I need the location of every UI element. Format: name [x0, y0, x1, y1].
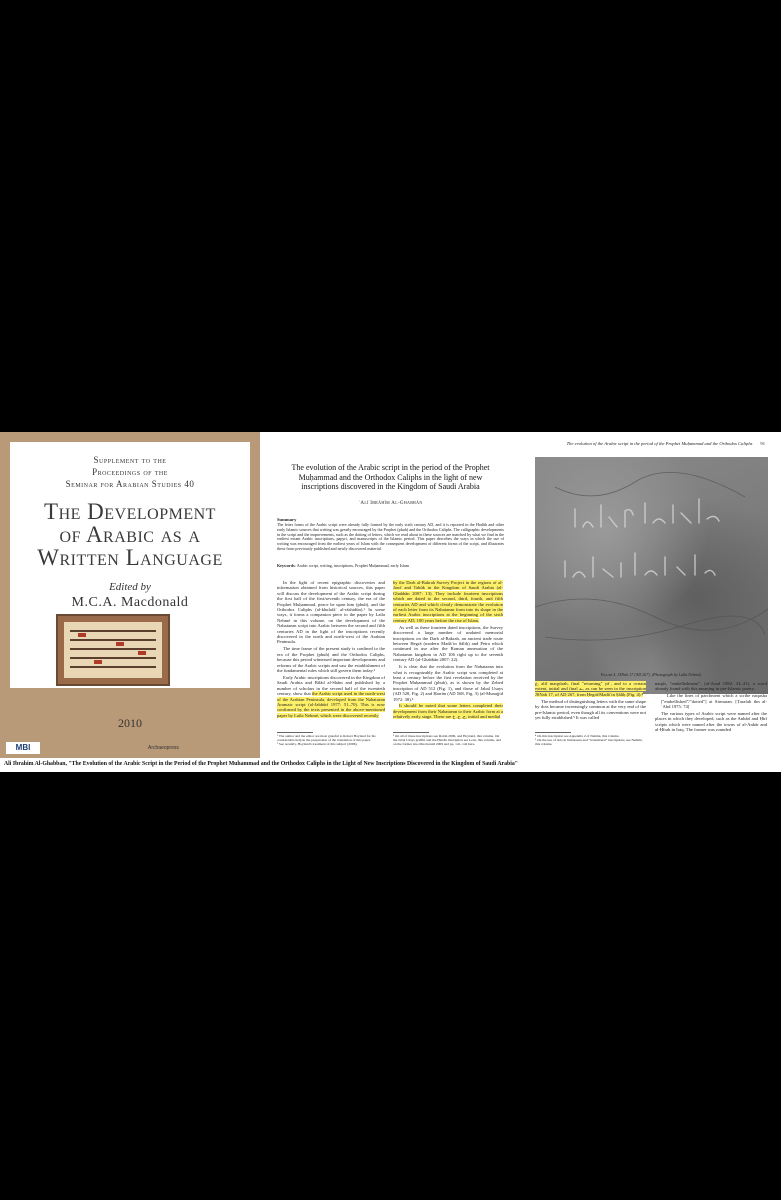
footnote: ⁴ On this inscription see Appendix 2 of Nehmé, this volume. [535, 734, 620, 738]
figure-label: Figure 4. [600, 672, 617, 677]
summary-heading: Summary [277, 517, 297, 522]
footnote-rule [277, 732, 313, 733]
keywords-label: Keywords [277, 563, 295, 568]
article-first-page [260, 432, 521, 758]
image-caption-bar [0, 758, 781, 772]
body-column-left [277, 580, 385, 720]
paragraph [535, 681, 646, 697]
paragraph: naqsh, "embellishment", (al-Asad 1982: 34–41), a word already found with this meaning in pre-Islamic poetry. [655, 681, 767, 692]
highlighted-text: It should be noted that some letters completed their development from their Nabataean to their Arabic form at a relatively early stage. These are ﺝ, ﺡ, ﺥ, initial and medial [393, 703, 503, 720]
article-author: ʿAlī Ibrāhīm Al-Ghabbān [358, 501, 423, 506]
book-title-line-1: The Development [44, 499, 216, 524]
summary-text: The letter forms of the Arabic script were already fully formed by the early sixth century AD, and it is reported in the Hadith and other early Islamic sources that writing was greatly encouraged by the Prophet (pbuh) and the Orthodox Caliphs. The calligraphic developments in the script and the improvements, such as the dotting of letters, which we read about in these sources are matched by what we find in the earliest extant Arabic inscriptions, papyri, and manuscripts of the Islamic period. This paper describes the ways in which the use of writing was encouraged from the earliest years of Islam with the consequent development of different forms of the script, and illustrates these from previously published and newly discovered material. [277, 522, 504, 551]
footnote: ¹ The author and the editor are most grateful to Robert Hoyland for his considerable help in the preparation of the translation of this paper. [277, 734, 376, 743]
footnote: ⁵ On the use of dots in Nabataean and "transitional" inscriptions, see Nehmé, this volume. [535, 738, 643, 747]
paragraph [393, 703, 503, 719]
inscription-photo [535, 457, 768, 694]
supplement-line-2: Proceedings of the [92, 467, 168, 477]
book-title-line-2: of Arabic as a [59, 522, 201, 547]
article-page-91 [521, 432, 781, 758]
figure-caption-text: JSNab 17 (AD 267). (Photograph by Laïla Nehmé). [617, 672, 703, 677]
image-caption: Ali Ibrahim Al-Ghabban, "The Evolution of the Arabic Script in the Period of the Prophet Muhammad and the Orthodox Caliphs in the Light of New Inscriptions Discovered in the Kingdom of Saudi Arabia" [4, 761, 518, 767]
running-header-text: The evolution of the Arabic script in the period of the Prophet Muḥammad and the Orthodox Caliphs [566, 441, 753, 446]
footnotes-left [277, 734, 385, 747]
book-title [10, 500, 250, 569]
body-column-left [535, 681, 646, 722]
paragraph: The method of distinguishing letters with the same shape by dots became increasingly common at the very end of the pre-Islamic period, even though all its conventions were not yet fully established.⁵ It was called [535, 698, 646, 720]
highlighted-text: the Arabic script used in the north-west of the Arabian Peninsula, developed from the Nabataean Aramaic script (al-Jabbūrī 1977: 51–70). This is now confirmed by the texts presented in the above-mentioned paper by Laïla Nehmé, which were discovered recently [277, 691, 385, 718]
paragraph: The time frame of the present study is confined to the era of the Prophet (pbuh) and the Orthodox Caliphs, because this period witnessed important developments and reforms of the Arabic scripts and saw the establishment of the fundamental rules which still govern them today.² [277, 646, 385, 673]
supplement-line [10, 442, 250, 490]
body-column-right [655, 681, 767, 734]
running-header [535, 441, 765, 446]
paragraph [393, 580, 503, 623]
editor-name: M.C.A. Macdonald [71, 595, 189, 610]
paragraph: In the light of recent epigraphic discoveries and information obtained from historical sources, this paper will discuss the development of the Arabic script during the first half of the first/seventh century, the era of the Prophet Muḥammad, peace be upon him (pbuh), and the Orthodox Caliphs (al-khulafāʾ al-rāshidūn).¹ In some ways, it forms a companion piece to the paper by Laïla Nehmé in this volume, on the development of the Nabataean script into Arabic between the second and fifth centuries AD in the light of the inscriptions recently discovered in the north and north-west of the Arabian Peninsula. [277, 580, 385, 645]
book-cover [0, 432, 260, 758]
keywords: Keywords: Arabic script, writing, inscriptions, Prophet Muḥammad, early Islam [277, 563, 409, 568]
paragraph: As well as these fourteen dated inscriptions, the Survey discovered a large number of undated memorial inscriptions on the Darb al-Bakrah, an ancient trade route between Ḥegrā (modern Madāʾin Ṣāliḥ) and Petra which continued in use after the Roman annexation of the Nabataean kingdom in AD 106 right up to the seventh century AD (al-Ghabbān 2007: 22). [393, 624, 503, 663]
composite-image [0, 432, 781, 772]
footnote-rule [535, 732, 571, 733]
page-number: 91 [760, 441, 765, 446]
footnote: ³ On all of these inscriptions see Robin 2006, and Hoyland, this volume. On the Jabal Usays graffiti and the Ḥarrān inscription see Lenz, this volume, and on the former also Macdonald 2009 and pp. 141–142 here. [393, 734, 502, 747]
keywords-text: Arabic script, writing, inscriptions, Prophet Muḥammad, early Islam [296, 563, 409, 568]
supplement-line-3: Seminar for Arabian Studies 40 [65, 479, 195, 489]
paragraph: Like the lines of parchment which a scribe naqasha ["embellished"/"dotted"] at Sirmaran. [Ṭarafah ibn al-ʿAbd 1975: 74] [661, 693, 767, 710]
publisher-name: Archaeopress [148, 745, 179, 751]
cover-year: 2010 [118, 716, 142, 730]
footnote: ² See recently, Hoyland's treatment of this subject (2006). [277, 742, 358, 747]
book-title-line-3: Written Language [37, 545, 223, 570]
footnotes-right [393, 734, 503, 747]
supplement-line-1: Supplement to the [93, 455, 167, 465]
figure-caption [535, 672, 768, 677]
edited-by: Edited by [109, 581, 151, 593]
paragraph: The various types of Arabic script were named after the places in which they developed, such as the Anbārī and Ḥīrī scripts which were named after the towns of al-Anbār and al-Ḥīrah in Iraq. The former was rounded [655, 711, 767, 733]
body-column-right [393, 580, 503, 721]
article-title: The evolution of the Arabic script in the period of the Prophet Muḥammad and the Orthodox Caliphs in the light of new inscriptions discovered in the Kingdom of Saudi Arabia [291, 463, 490, 491]
paragraph-text: Early Arabic inscriptions discovered in the Kingdom of Saudi Arabia and Bilād al-Shām and published by a number of scholars in the second half of the twentieth century, show that [277, 674, 385, 697]
mbi-logo: MBI [6, 742, 40, 754]
highlighted-text: by the Darb al-Bakrah Survey Project in the regions of al-Jawf and Tabūk in the Kingdom of Saudi Arabia (al-Ghabbān 2007: 13). They include fourteen inscriptions which are dated to the second, third, fourth, and fifth centuries AD and which clearly demonstrate the evolution of each letter from its Nabataean form into its shape in the earliest Arabic inscriptions at the beginning of the sixth century AD, 100 years before the rise of Islam. [393, 580, 503, 623]
footnote-rule [393, 732, 429, 733]
paragraph [277, 675, 385, 718]
paragraph: It is clear that the evolution from the Nabataean into what is recognizably the Arabic script was completed at least a century before the first revelation received by the Prophet Muḥammad (pbuh), as is shown by the Zebed inscription of AD 512 (Fig. 1), and those of Jabal Usays (AD 528, Fig. 2) and Ḥarrān (AD 568, Fig. 3) (al-Munajjid 1972: 38).³ [393, 664, 503, 702]
highlighted-text: ﻉ, alif maqṣūrah, final "returning" yāʾ, and to a certain extent, initial and final ـه, as can be seen in the inscription JSNab 17, of AD 267, from Ḥegrā/Madāʾin Ṣāliḥ (Fig. 4).⁴ [535, 681, 646, 697]
footnotes [535, 734, 646, 747]
manuscript-image [56, 614, 170, 686]
